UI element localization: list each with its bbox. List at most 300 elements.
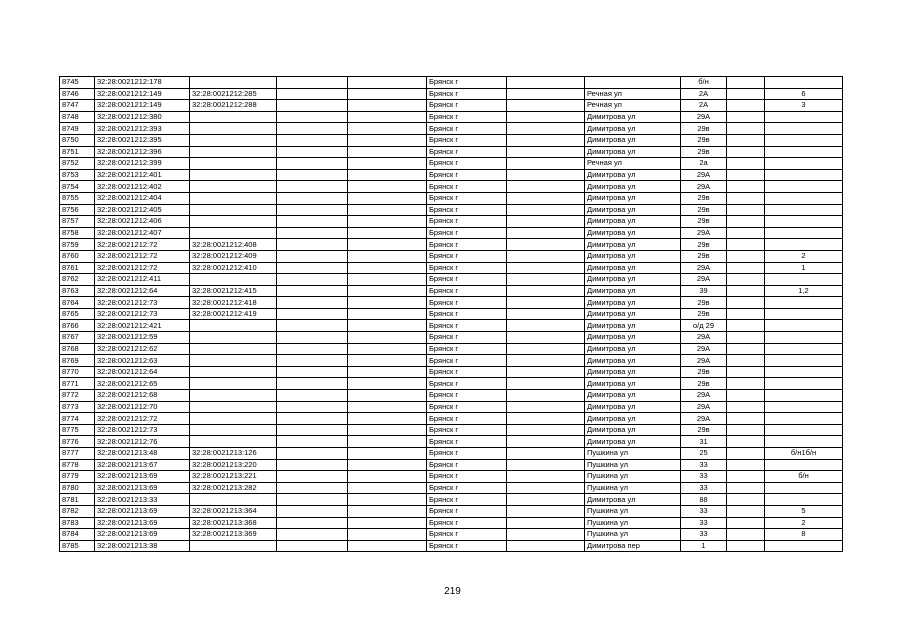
cell-empty-col-4: [277, 494, 348, 506]
cell-empty-col-10: [727, 77, 765, 89]
cell-city: Брянск г: [427, 505, 507, 517]
table-row: [60, 482, 843, 494]
table-row: [60, 250, 843, 262]
cell-city: Брянск г: [427, 274, 507, 286]
cell-empty-col-7: [507, 332, 585, 344]
cell-cadastral-number: 32:28:0021212:59: [95, 332, 190, 344]
cell-house-number: 33: [681, 517, 727, 529]
cell-house-number: 29в: [681, 308, 727, 320]
cell-apartment: [765, 540, 843, 552]
cell-empty-col-10: [727, 262, 765, 274]
cell-empty-col-5: [348, 505, 427, 517]
cell-empty-col-4: [277, 471, 348, 483]
cell-row-number: 8747: [60, 100, 95, 112]
cell-city: Брянск г: [427, 262, 507, 274]
cell-apartment: [765, 413, 843, 425]
cell-apartment: [765, 227, 843, 239]
cell-row-number: 8753: [60, 169, 95, 181]
cell-city: Брянск г: [427, 297, 507, 309]
cell-row-number: 8752: [60, 158, 95, 170]
cell-empty-col-7: [507, 192, 585, 204]
table-row: [60, 390, 843, 402]
cell-empty-col-4: [277, 320, 348, 332]
cell-empty-col-7: [507, 297, 585, 309]
cell-street: Димитрова ул: [585, 401, 681, 413]
cell-empty-col-7: [507, 471, 585, 483]
cell-cadastral-number: 32:28:0021212:63: [95, 355, 190, 367]
cell-empty-col-5: [348, 181, 427, 193]
cell-empty-col-5: [348, 332, 427, 344]
cell-apartment: [765, 482, 843, 494]
cell-street: Димитрова ул: [585, 424, 681, 436]
cell-row-number: 8783: [60, 517, 95, 529]
cell-empty-col-10: [727, 158, 765, 170]
cell-cadastral-number-2: [190, 181, 277, 193]
cell-empty-col-5: [348, 459, 427, 471]
cell-empty-col-10: [727, 390, 765, 402]
cell-cadastral-number-2: [190, 146, 277, 158]
cell-row-number: 8768: [60, 343, 95, 355]
cell-city: Брянск г: [427, 308, 507, 320]
cell-empty-col-5: [348, 355, 427, 367]
cell-empty-col-7: [507, 494, 585, 506]
cell-cadastral-number-2: [190, 540, 277, 552]
cell-apartment: [765, 343, 843, 355]
cell-empty-col-7: [507, 505, 585, 517]
cell-house-number: 39: [681, 285, 727, 297]
cell-cadastral-number: 32:28:0021212:65: [95, 378, 190, 390]
cell-city: Брянск г: [427, 88, 507, 100]
cell-empty-col-4: [277, 517, 348, 529]
table-row: [60, 459, 843, 471]
table-row: [60, 216, 843, 228]
cell-row-number: 8749: [60, 123, 95, 135]
cell-cadastral-number-2: [190, 204, 277, 216]
cell-empty-col-7: [507, 308, 585, 320]
table-row: [60, 448, 843, 460]
cell-row-number: 8757: [60, 216, 95, 228]
cell-cadastral-number-2: [190, 424, 277, 436]
cell-street: Пушкина ул: [585, 459, 681, 471]
cell-empty-col-10: [727, 216, 765, 228]
cell-row-number: 8756: [60, 204, 95, 216]
cell-empty-col-5: [348, 471, 427, 483]
table-row: [60, 181, 843, 193]
cell-empty-col-5: [348, 424, 427, 436]
cell-apartment: [765, 158, 843, 170]
cell-house-number: 29в: [681, 378, 727, 390]
cell-empty-col-5: [348, 320, 427, 332]
cell-cadastral-number-2: [190, 192, 277, 204]
cell-empty-col-4: [277, 111, 348, 123]
cell-city: Брянск г: [427, 227, 507, 239]
cell-street: Пушкина ул: [585, 517, 681, 529]
cell-empty-col-7: [507, 77, 585, 89]
cell-street: Димитрова ул: [585, 494, 681, 506]
cell-empty-col-7: [507, 448, 585, 460]
cell-house-number: 29А: [681, 227, 727, 239]
cell-cadastral-number-2: [190, 332, 277, 344]
cell-house-number: 29А: [681, 181, 727, 193]
cell-row-number: 8776: [60, 436, 95, 448]
cell-row-number: 8775: [60, 424, 95, 436]
cell-house-number: 29в: [681, 204, 727, 216]
cell-empty-col-4: [277, 540, 348, 552]
cell-empty-col-5: [348, 401, 427, 413]
cell-empty-col-5: [348, 77, 427, 89]
registry-table-body: [60, 77, 843, 552]
cell-cadastral-number-2: 32:28:0021213:364: [190, 505, 277, 517]
table-row: [60, 378, 843, 390]
cell-apartment: [765, 320, 843, 332]
cell-city: Брянск г: [427, 482, 507, 494]
cell-empty-col-7: [507, 413, 585, 425]
cell-cadastral-number-2: [190, 436, 277, 448]
cell-row-number: 8758: [60, 227, 95, 239]
cell-empty-col-7: [507, 390, 585, 402]
cell-empty-col-4: [277, 355, 348, 367]
table-row: [60, 471, 843, 483]
cell-apartment: 2: [765, 517, 843, 529]
cell-empty-col-10: [727, 413, 765, 425]
cell-empty-col-5: [348, 262, 427, 274]
cell-empty-col-7: [507, 100, 585, 112]
cell-empty-col-7: [507, 123, 585, 135]
cell-empty-col-10: [727, 517, 765, 529]
cell-house-number: 29в: [681, 424, 727, 436]
cell-empty-col-10: [727, 332, 765, 344]
cell-cadastral-number: 32:28:0021212:72: [95, 262, 190, 274]
cell-apartment: [765, 77, 843, 89]
cell-street: Димитрова ул: [585, 320, 681, 332]
cell-apartment: [765, 332, 843, 344]
table-row: [60, 366, 843, 378]
cell-empty-col-7: [507, 540, 585, 552]
cell-street: Димитрова ул: [585, 181, 681, 193]
cell-house-number: 33: [681, 505, 727, 517]
cell-empty-col-10: [727, 100, 765, 112]
cell-street: Речная ул: [585, 100, 681, 112]
cell-empty-col-10: [727, 204, 765, 216]
cell-cadastral-number: 32:28:0021212:72: [95, 239, 190, 251]
cell-cadastral-number: 32:28:0021212:395: [95, 134, 190, 146]
cell-street: Димитрова ул: [585, 355, 681, 367]
cell-cadastral-number: 32:28:0021212:401: [95, 169, 190, 181]
cell-empty-col-10: [727, 401, 765, 413]
cell-cadastral-number: 32:28:0021213:69: [95, 529, 190, 541]
cell-empty-col-10: [727, 494, 765, 506]
cell-apartment: 1,2: [765, 285, 843, 297]
cell-city: Брянск г: [427, 401, 507, 413]
cell-cadastral-number: 32:28:0021212:149: [95, 88, 190, 100]
cell-empty-col-5: [348, 250, 427, 262]
cell-empty-col-10: [727, 320, 765, 332]
cell-city: Брянск г: [427, 366, 507, 378]
cell-house-number: 25: [681, 448, 727, 460]
cell-house-number: 33: [681, 459, 727, 471]
cell-house-number: 29А: [681, 401, 727, 413]
cell-empty-col-7: [507, 366, 585, 378]
cell-empty-col-7: [507, 459, 585, 471]
cell-city: Брянск г: [427, 494, 507, 506]
cell-row-number: 8764: [60, 297, 95, 309]
cell-cadastral-number-2: 32:28:0021213:282: [190, 482, 277, 494]
cell-house-number: 31: [681, 436, 727, 448]
cell-empty-col-10: [727, 123, 765, 135]
cell-cadastral-number-2: [190, 401, 277, 413]
cell-empty-col-5: [348, 343, 427, 355]
cell-apartment: [765, 355, 843, 367]
cell-row-number: 8780: [60, 482, 95, 494]
cell-city: Брянск г: [427, 111, 507, 123]
cell-apartment: [765, 192, 843, 204]
cell-apartment: [765, 181, 843, 193]
cell-row-number: 8769: [60, 355, 95, 367]
cell-cadastral-number: 32:28:0021213:69: [95, 471, 190, 483]
table-row: [60, 88, 843, 100]
cell-empty-col-10: [727, 529, 765, 541]
cell-row-number: 8761: [60, 262, 95, 274]
cell-house-number: 88: [681, 494, 727, 506]
cell-cadastral-number-2: [190, 320, 277, 332]
cell-row-number: 8772: [60, 390, 95, 402]
cell-house-number: 33: [681, 529, 727, 541]
cell-row-number: 8765: [60, 308, 95, 320]
cell-empty-col-10: [727, 505, 765, 517]
cell-cadastral-number: 32:28:0021213:33: [95, 494, 190, 506]
cell-cadastral-number-2: [190, 77, 277, 89]
registry-table: [59, 76, 843, 552]
cell-empty-col-5: [348, 494, 427, 506]
cell-apartment: [765, 390, 843, 402]
cell-row-number: 8779: [60, 471, 95, 483]
cell-empty-col-5: [348, 192, 427, 204]
cell-empty-col-7: [507, 320, 585, 332]
cell-cadastral-number: 32:28:0021213:69: [95, 517, 190, 529]
cell-empty-col-4: [277, 378, 348, 390]
cell-empty-col-4: [277, 181, 348, 193]
cell-empty-col-4: [277, 134, 348, 146]
cell-city: Брянск г: [427, 424, 507, 436]
cell-cadastral-number: 32:28:0021213:48: [95, 448, 190, 460]
cell-empty-col-4: [277, 100, 348, 112]
cell-empty-col-10: [727, 192, 765, 204]
cell-cadastral-number: 32:28:0021212:399: [95, 158, 190, 170]
cell-row-number: 8759: [60, 239, 95, 251]
cell-empty-col-5: [348, 378, 427, 390]
cell-empty-col-5: [348, 204, 427, 216]
cell-empty-col-10: [727, 378, 765, 390]
cell-house-number: 29А: [681, 332, 727, 344]
cell-city: Брянск г: [427, 390, 507, 402]
table-row: [60, 436, 843, 448]
table-row: [60, 123, 843, 135]
cell-cadastral-number-2: [190, 494, 277, 506]
cell-cadastral-number: 32:28:0021212:76: [95, 436, 190, 448]
cell-apartment: [765, 123, 843, 135]
cell-street: Димитрова ул: [585, 204, 681, 216]
cell-street: Речная ул: [585, 158, 681, 170]
cell-house-number: 33: [681, 471, 727, 483]
cell-city: Брянск г: [427, 436, 507, 448]
cell-empty-col-5: [348, 448, 427, 460]
cell-empty-col-7: [507, 111, 585, 123]
cell-street: Димитрова ул: [585, 378, 681, 390]
cell-row-number: 8784: [60, 529, 95, 541]
cell-street: Пушкина ул: [585, 482, 681, 494]
cell-apartment: 6: [765, 88, 843, 100]
table-row: [60, 401, 843, 413]
table-row: [60, 332, 843, 344]
cell-street: Димитрова ул: [585, 297, 681, 309]
cell-empty-col-4: [277, 285, 348, 297]
cell-empty-col-4: [277, 505, 348, 517]
cell-cadastral-number-2: [190, 111, 277, 123]
cell-empty-col-7: [507, 436, 585, 448]
cell-empty-col-4: [277, 216, 348, 228]
cell-house-number: 29в: [681, 134, 727, 146]
cell-apartment: [765, 146, 843, 158]
cell-cadastral-number-2: 32:28:0021212:410: [190, 262, 277, 274]
cell-cadastral-number-2: 32:28:0021213:126: [190, 448, 277, 460]
cell-city: Брянск г: [427, 134, 507, 146]
cell-row-number: 8762: [60, 274, 95, 286]
cell-row-number: 8760: [60, 250, 95, 262]
cell-empty-col-10: [727, 169, 765, 181]
cell-cadastral-number: 32:28:0021212:73: [95, 424, 190, 436]
cell-empty-col-5: [348, 517, 427, 529]
cell-apartment: 5: [765, 505, 843, 517]
cell-empty-col-5: [348, 216, 427, 228]
table-row: [60, 413, 843, 425]
cell-house-number: 29в: [681, 216, 727, 228]
cell-empty-col-7: [507, 262, 585, 274]
cell-apartment: [765, 169, 843, 181]
table-row: [60, 169, 843, 181]
page-number: 219: [444, 586, 461, 597]
cell-empty-col-7: [507, 204, 585, 216]
cell-street: Речная ул: [585, 88, 681, 100]
cell-cadastral-number-2: 32:28:0021212:418: [190, 297, 277, 309]
cell-apartment: 3: [765, 100, 843, 112]
cell-row-number: 8782: [60, 505, 95, 517]
cell-cadastral-number-2: [190, 227, 277, 239]
cell-empty-col-10: [727, 355, 765, 367]
cell-street: Димитрова пер: [585, 540, 681, 552]
table-row: [60, 204, 843, 216]
cell-cadastral-number-2: 32:28:0021212:419: [190, 308, 277, 320]
cell-street: [585, 77, 681, 89]
cell-empty-col-5: [348, 227, 427, 239]
cell-empty-col-4: [277, 239, 348, 251]
cell-cadastral-number: 32:28:0021213:69: [95, 482, 190, 494]
cell-cadastral-number-2: 32:28:0021213:369: [190, 529, 277, 541]
cell-house-number: 2а: [681, 158, 727, 170]
table-row: [60, 77, 843, 89]
cell-street: Димитрова ул: [585, 239, 681, 251]
cell-cadastral-number-2: 32:28:0021212:285: [190, 88, 277, 100]
table-row: [60, 285, 843, 297]
cell-row-number: 8773: [60, 401, 95, 413]
cell-row-number: 8770: [60, 366, 95, 378]
cell-cadastral-number: 32:28:0021212:68: [95, 390, 190, 402]
cell-cadastral-number: 32:28:0021212:64: [95, 285, 190, 297]
cell-empty-col-4: [277, 448, 348, 460]
cell-row-number: 8778: [60, 459, 95, 471]
cell-street: Димитрова ул: [585, 308, 681, 320]
cell-empty-col-4: [277, 436, 348, 448]
cell-empty-col-10: [727, 436, 765, 448]
table-row: [60, 192, 843, 204]
cell-empty-col-7: [507, 517, 585, 529]
cell-cadastral-number: 32:28:0021212:70: [95, 401, 190, 413]
cell-city: Брянск г: [427, 169, 507, 181]
cell-row-number: 8748: [60, 111, 95, 123]
cell-cadastral-number: 32:28:0021212:402: [95, 181, 190, 193]
cell-city: Брянск г: [427, 158, 507, 170]
table-row: [60, 343, 843, 355]
cell-cadastral-number-2: 32:28:0021213:220: [190, 459, 277, 471]
cell-row-number: 8777: [60, 448, 95, 460]
cell-cadastral-number: 32:28:0021212:64: [95, 366, 190, 378]
cell-empty-col-7: [507, 134, 585, 146]
table-row: [60, 239, 843, 251]
table-row: [60, 355, 843, 367]
cell-cadastral-number-2: 32:28:0021212:408: [190, 239, 277, 251]
cell-house-number: 29в: [681, 297, 727, 309]
cell-cadastral-number: 32:28:0021212:406: [95, 216, 190, 228]
cell-empty-col-10: [727, 181, 765, 193]
cell-apartment: [765, 424, 843, 436]
cell-city: Брянск г: [427, 540, 507, 552]
cell-empty-col-7: [507, 239, 585, 251]
cell-city: Брянск г: [427, 204, 507, 216]
cell-street: Димитрова ул: [585, 134, 681, 146]
cell-empty-col-4: [277, 482, 348, 494]
cell-city: Брянск г: [427, 378, 507, 390]
cell-empty-col-10: [727, 134, 765, 146]
cell-empty-col-10: [727, 343, 765, 355]
cell-street: Пушкина ул: [585, 448, 681, 460]
cell-cadastral-number: 32:28:0021212:73: [95, 297, 190, 309]
cell-apartment: [765, 239, 843, 251]
cell-cadastral-number-2: [190, 123, 277, 135]
cell-empty-col-5: [348, 308, 427, 320]
cell-empty-col-10: [727, 482, 765, 494]
cell-empty-col-5: [348, 88, 427, 100]
cell-empty-col-5: [348, 100, 427, 112]
cell-empty-col-5: [348, 134, 427, 146]
cell-row-number: 8771: [60, 378, 95, 390]
cell-cadastral-number-2: 32:28:0021213:221: [190, 471, 277, 483]
cell-cadastral-number: 32:28:0021212:405: [95, 204, 190, 216]
cell-street: Димитрова ул: [585, 146, 681, 158]
cell-house-number: 29А: [681, 262, 727, 274]
cell-city: Брянск г: [427, 413, 507, 425]
cell-apartment: [765, 366, 843, 378]
cell-cadastral-number: 32:28:0021212:421: [95, 320, 190, 332]
table-row: [60, 308, 843, 320]
cell-empty-col-4: [277, 459, 348, 471]
cell-cadastral-number-2: [190, 158, 277, 170]
cell-house-number: б/н: [681, 77, 727, 89]
cell-street: Димитрова ул: [585, 227, 681, 239]
cell-empty-col-5: [348, 123, 427, 135]
cell-apartment: [765, 134, 843, 146]
cell-empty-col-4: [277, 332, 348, 344]
cell-house-number: 29в: [681, 366, 727, 378]
cell-cadastral-number-2: 32:28:0021213:368: [190, 517, 277, 529]
